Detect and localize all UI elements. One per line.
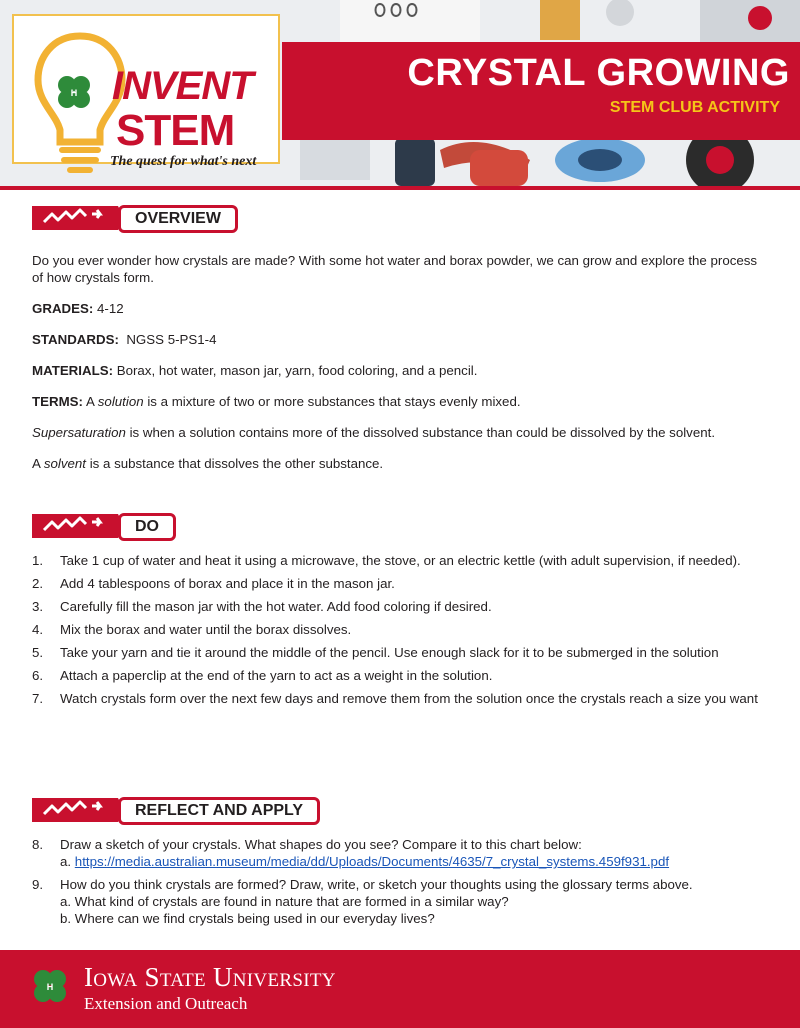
list-item: [32, 690, 770, 707]
solvent-prefix: A: [32, 456, 41, 471]
terms-label: TERMS:: [32, 394, 83, 409]
overview-heading: OVERVIEW: [118, 205, 238, 233]
step-number: 1.: [32, 553, 44, 568]
university-name: Iowa State University: [84, 962, 336, 992]
4h-clover-icon: [28, 964, 72, 1008]
grades-line: [32, 300, 762, 317]
logo-word-stem: STEM: [116, 106, 235, 155]
step-text: Watch crystals form over the next few days and remove them from the solution once the crystals reach a size you want: [60, 691, 758, 706]
solvent-definition: is a substance that dissolves the other substance.: [89, 456, 384, 471]
extension-outreach: Extension and Outreach: [84, 994, 248, 1013]
logo-word-invent: INVENT: [112, 64, 253, 108]
step-number: 4.: [32, 622, 44, 637]
reflect-questions-list: [32, 836, 770, 933]
standards-value: NGSS 5-PS1-4: [126, 332, 217, 347]
term-supersaturation: Supersaturation: [32, 425, 126, 440]
supersaturation-line: [32, 424, 762, 441]
list-item: [32, 667, 770, 684]
squiggle-arrow-icon: [32, 510, 124, 542]
page-header: [0, 0, 800, 190]
materials-label: MATERIALS:: [32, 363, 114, 378]
invent-stem-logo: [12, 14, 280, 169]
list-item: [32, 598, 770, 615]
question-text: Draw a sketch of your crystals. What shapes do you see? Compare it to this chart below:: [60, 837, 582, 852]
page-title: CRYSTAL GROWING: [407, 52, 790, 94]
grades-label: GRADES:: [32, 301, 94, 316]
list-item: [32, 876, 770, 927]
list-item: [32, 575, 770, 592]
subitem-prefix: a.: [60, 854, 72, 869]
question-subitem: a. What kind of crystals are found in nature that are formed in a similar way?: [60, 894, 509, 909]
squiggle-arrow-icon: [32, 202, 124, 234]
standards-line: [32, 331, 762, 348]
list-item: [32, 644, 770, 661]
terms-definition: is a mixture of two or more substances that stays evenly mixed.: [147, 394, 521, 409]
crystal-systems-chart-link[interactable]: https://media.australian.museum/media/dd/Uploads/Documents/4635/7_crystal_systems.459f931.pdf: [74, 854, 670, 869]
squiggle-arrow-icon: [32, 794, 124, 826]
overview-body: [32, 252, 762, 486]
svg-text:H: H: [70, 88, 78, 98]
step-text: Attach a paperclip at the end of the yarn to act as a weight in the solution.: [60, 668, 493, 683]
term-solution: solution: [97, 394, 144, 409]
question-text: How do you think crystals are formed? Draw, write, or sketch your thoughts using the glossary terms above.: [60, 877, 693, 892]
reflect-heading: REFLECT AND APPLY: [118, 797, 320, 825]
question-subitem: [60, 853, 770, 870]
list-item: [32, 621, 770, 638]
materials-value: Borax, hot water, mason jar, yarn, food coloring, and a pencil.: [116, 363, 478, 378]
svg-text:H: H: [46, 982, 54, 992]
page-subtitle: STEM CLUB ACTIVITY: [609, 99, 780, 116]
grades-value: 4-12: [97, 301, 124, 316]
page-footer: [0, 950, 800, 1028]
question-number: 8.: [32, 837, 44, 852]
solvent-line: [32, 455, 762, 472]
list-item: [32, 836, 770, 870]
header-divider: [0, 186, 800, 190]
do-steps-list: [32, 552, 770, 713]
terms-line: [32, 393, 762, 410]
step-number: 6.: [32, 668, 44, 683]
step-number: 2.: [32, 576, 44, 591]
step-number: 5.: [32, 645, 44, 660]
standards-label: STANDARDS:: [32, 332, 119, 347]
step-text: Carefully fill the mason jar with the hot water. Add food coloring if desired.: [60, 599, 492, 614]
step-number: 3.: [32, 599, 44, 614]
step-text: Add 4 tablespoons of borax and place it in the mason jar.: [60, 576, 395, 591]
logo-tagline: The quest for what's next: [110, 154, 257, 169]
step-text: Take your yarn and tie it around the middle of the pencil. Use enough slack for it to be submerged in the solution: [60, 645, 719, 660]
step-number: 7.: [32, 691, 44, 706]
question-number: 9.: [32, 877, 44, 892]
terms-prefix: A: [85, 394, 95, 409]
term-solvent: solvent: [43, 456, 86, 471]
materials-line: [32, 362, 762, 379]
supersaturation-definition: is when a solution contains more of the dissolved substance than could be dissolved by the solvent.: [129, 425, 716, 440]
step-text: Take 1 cup of water and heat it using a microwave, the stove, or an electric kettle (with adult supervision, if needed).: [60, 553, 741, 568]
4h-clover-icon: [52, 70, 96, 114]
list-item: [32, 552, 770, 569]
step-text: Mix the borax and water until the borax dissolves.: [60, 622, 352, 637]
do-heading: DO: [118, 513, 176, 541]
overview-intro: Do you ever wonder how crystals are made? With some hot water and borax powder, we can grow and explore the process of how crystals form.: [32, 253, 758, 285]
question-subitem: b. Where can we find crystals being used in our everyday lives?: [60, 911, 435, 926]
